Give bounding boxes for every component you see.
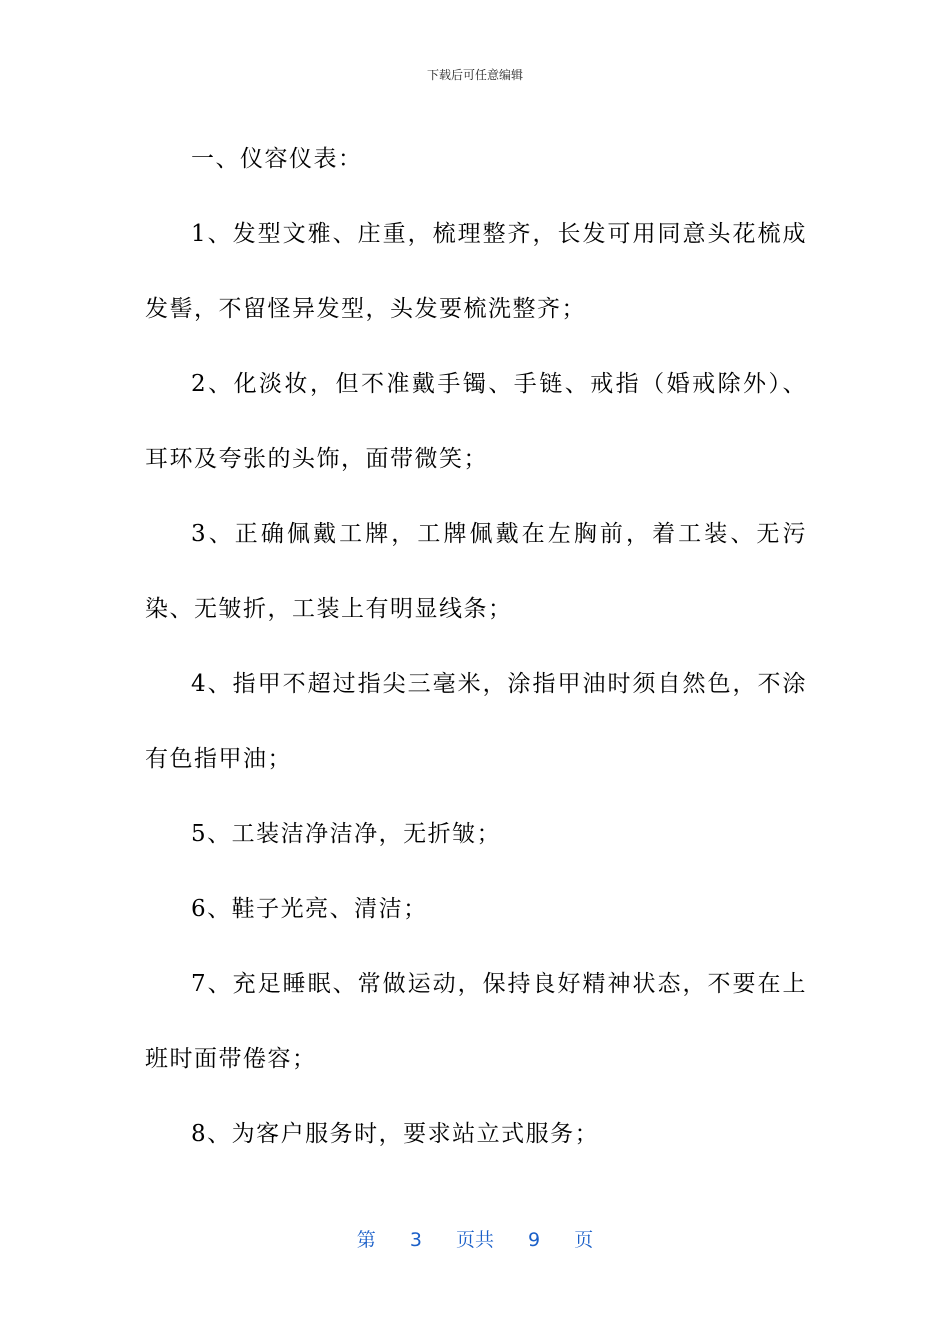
- footer-middle: 页共: [455, 1229, 494, 1251]
- paragraph-item-2: 2、化淡妆，但不准戴手镯、手链、戒指（婚戒除外）、耳环及夸张的头饰，面带微笑；: [145, 371, 807, 472]
- section-heading: 一、仪容仪表：: [191, 146, 363, 172]
- paragraph-item-5: 5、工装洁净洁净，无折皱；: [191, 821, 502, 847]
- header-note: 下载后可任意编辑: [426, 68, 523, 82]
- paragraph-item-8: 8、为客户服务时，要求站立式服务；: [191, 1121, 600, 1147]
- paragraph-item-3: 3、正确佩戴工牌，工牌佩戴在左胸前，着工装、无污染、无皱折，工装上有明显线条；: [145, 521, 807, 622]
- paragraph-item-6: 6、鞋子光亮、清洁；: [191, 896, 428, 922]
- paragraph-item-4: 4、指甲不超过指尖三毫米，涂指甲油时须自然色，不涂有色指甲油；: [145, 671, 807, 772]
- footer-prefix: 第: [356, 1229, 376, 1251]
- footer-suffix: 页: [574, 1229, 594, 1251]
- footer-total-pages: 9: [528, 1229, 541, 1251]
- footer-current-page: 3: [409, 1229, 422, 1251]
- document-body: [145, 122, 807, 1172]
- page-footer: [0, 1225, 950, 1252]
- paragraph-item-7: 7、充足睡眠、常做运动，保持良好精神状态，不要在上班时面带倦容；: [145, 971, 807, 1072]
- paragraph-item-1: 1、发型文雅、庄重，梳理整齐，长发可用同意头花梳成发髻，不留怪异发型，头发要梳洗整齐；: [145, 221, 807, 322]
